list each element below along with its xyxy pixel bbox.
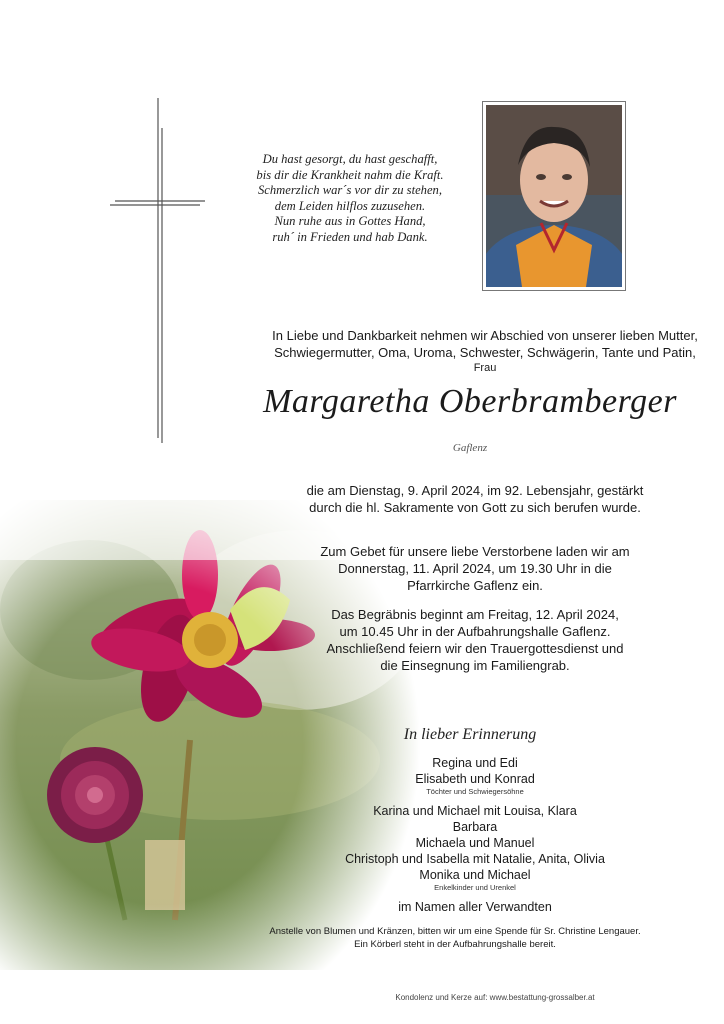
mourner-line: Regina und Edi <box>432 756 518 770</box>
deceased-town: Gaflenz <box>452 442 488 454</box>
intro-line: Schwiegermutter, Oma, Uroma, Schwester, Schwägerin, Tante und Patin, <box>274 345 696 360</box>
poem-line: dem Leiden hilflos zuzusehen. <box>274 198 426 213</box>
portrait-photo <box>486 105 622 287</box>
mourner-line: Michaela und Manuel <box>415 836 535 850</box>
mourners-list <box>300 755 650 915</box>
prayer-line: Donnerstag, 11. April 2024, um 19.30 Uhr in die <box>338 561 612 576</box>
footer-condolence: Kondolenz und Kerze auf: www.bestattung-grossalber.at <box>395 993 595 1002</box>
death-line: die am Dienstag, 9. April 2024, im 92. Lebensjahr, gestärkt <box>306 483 644 498</box>
all-relatives: im Namen aller Verwandten <box>398 900 552 914</box>
funeral-line: um 10.45 Uhr in der Aufbahrungshalle Gaflenz. <box>339 624 611 639</box>
funeral-line: Das Begräbnis beginnt am Freitag, 12. April 2024, <box>331 607 619 622</box>
closing-note <box>205 925 705 951</box>
cross-icon <box>110 98 210 443</box>
intro-line: Frau <box>473 362 497 374</box>
portrait-frame <box>482 101 626 291</box>
mourner-line: Monika und Michael <box>419 868 531 882</box>
poem-line: Du hast gesorgt, du hast geschafft, <box>262 152 438 166</box>
mourner-note: Töchter und Schwiegersöhne <box>426 787 524 796</box>
poem-line: Nun ruhe aus in Gottes Hand, <box>274 214 426 228</box>
mourner-line: Barbara <box>452 820 498 834</box>
mourner-line: Karina und Michael mit Louisa, Klara <box>373 804 577 818</box>
closing-line: Anstelle von Blumen und Kränzen, bitten wir um eine Spende für Sr. Christine Lengauer. <box>269 926 641 937</box>
death-notice <box>285 482 665 516</box>
intro-text <box>250 327 720 375</box>
closing-line: Ein Körberl steht in der Aufbahrungshalle bereit. <box>354 939 556 950</box>
poem-line: ruh´ in Frieden und hab Dank. <box>272 229 428 244</box>
mourner-line: Elisabeth und Konrad <box>415 772 535 786</box>
prayer-line: Pfarrkirche Gaflenz ein. <box>407 578 543 593</box>
poem <box>215 152 485 245</box>
prayer-notice <box>300 543 650 594</box>
mourner-line: Christoph und Isabella mit Natalie, Anita, Olivia <box>345 852 605 866</box>
funeral-notice <box>300 606 650 674</box>
memory-title: In lieber Erinnerung <box>403 726 537 743</box>
deceased-name: Margaretha Oberbramberger <box>263 383 677 420</box>
poem-line: Schmerzlich war´s vor dir zu stehen, <box>258 183 442 197</box>
poem-line: bis dir die Krankheit nahm die Kraft. <box>256 167 444 182</box>
prayer-line: Zum Gebet für unsere liebe Verstorbene laden wir am <box>320 544 630 559</box>
mourner-note: Enkelkinder und Urenkel <box>434 883 516 892</box>
funeral-line: die Einsegnung im Familiengrab. <box>380 658 570 673</box>
death-line: durch die hl. Sakramente von Gott zu sich berufen wurde. <box>309 500 641 515</box>
funeral-line: Anschließend feiern wir den Trauergottesdienst und <box>326 641 624 656</box>
intro-line: In Liebe und Dankbarkeit nehmen wir Abschied von unserer lieben Mutter, <box>272 328 698 343</box>
